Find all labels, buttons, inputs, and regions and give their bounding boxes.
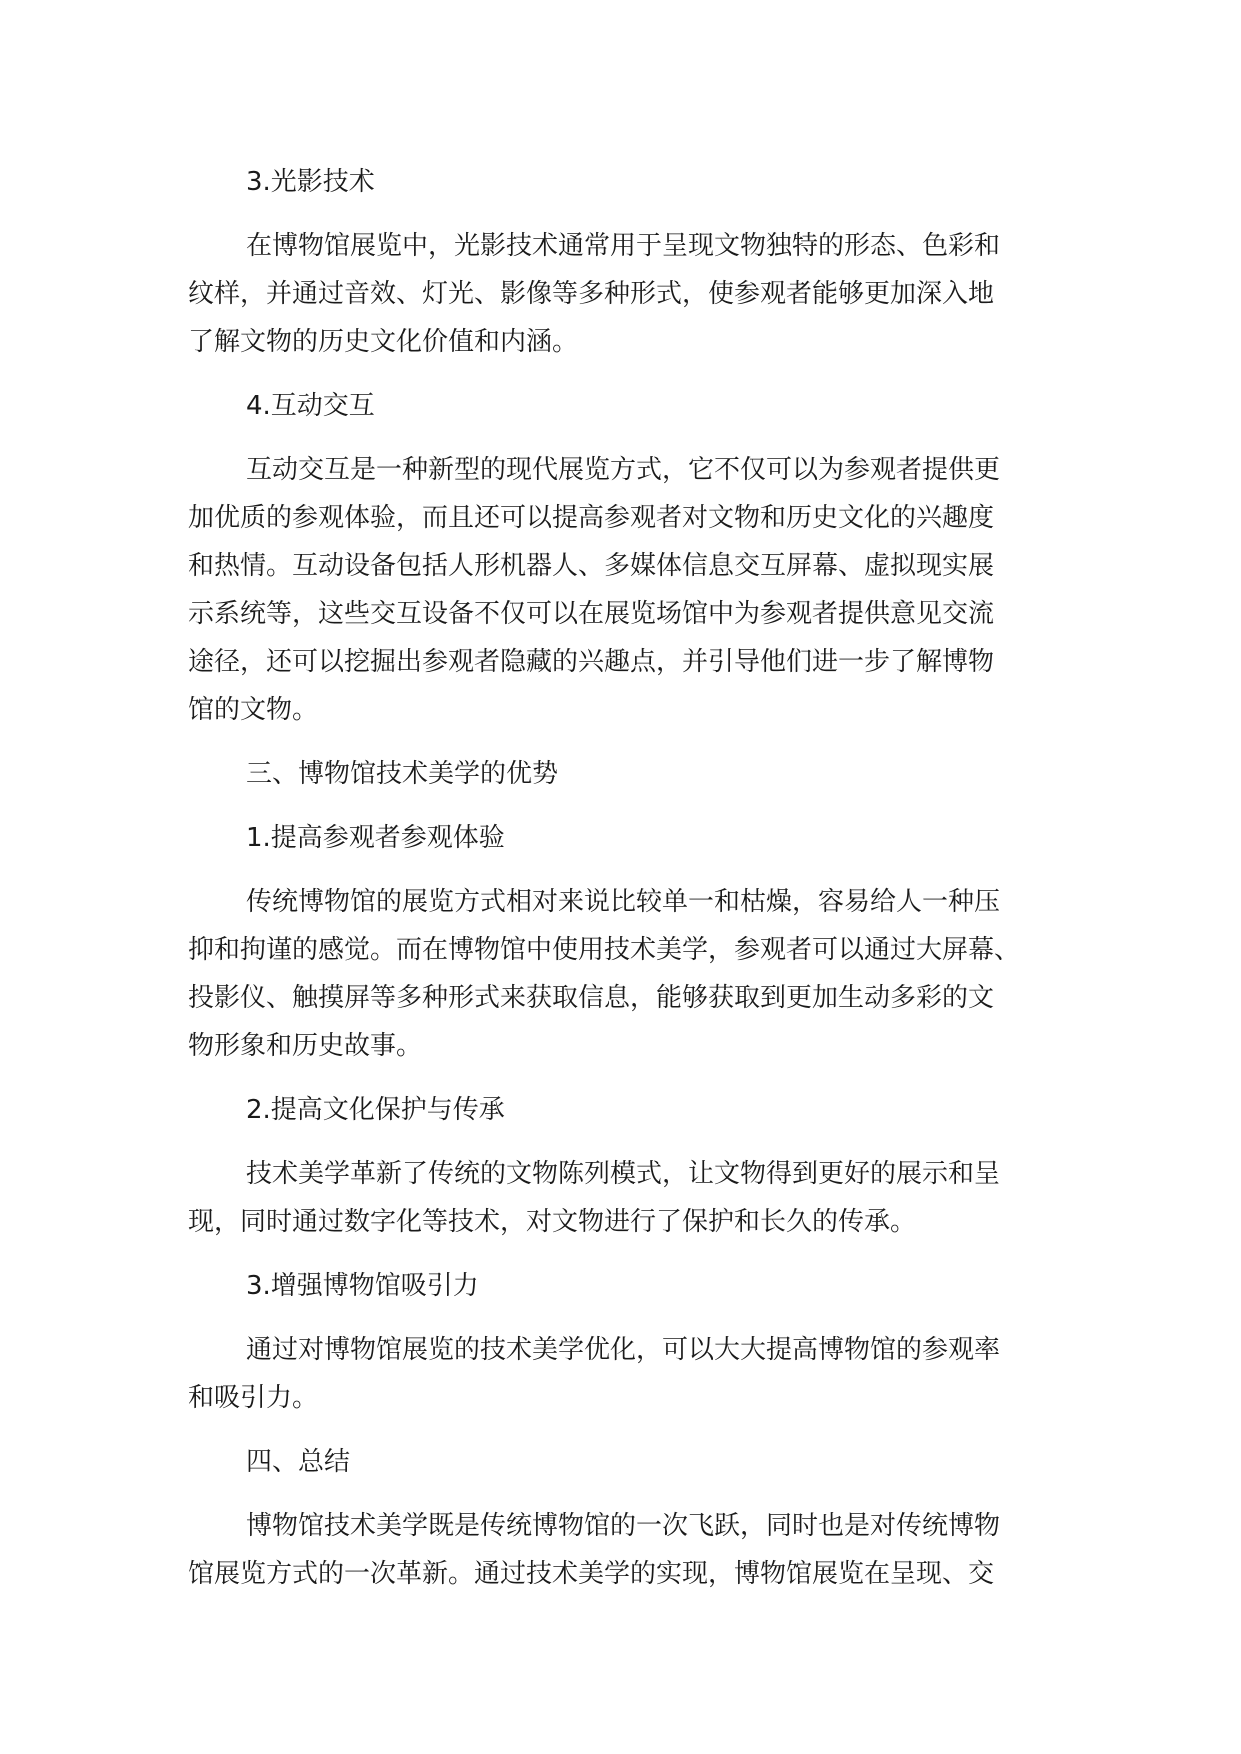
paragraph-line: 纹样，并通过音效、灯光、影像等多种形式，使参观者能够更加深入地 bbox=[188, 279, 995, 309]
paragraph bbox=[188, 222, 1060, 366]
paragraph-line: 传统博物馆的展览方式相对来说比较单一和枯燥，容易给人一种压 bbox=[246, 887, 1001, 917]
paragraph-line: 和热情。互动设备包括人形机器人、多媒体信息交互屏幕、虚拟现实展 bbox=[188, 551, 995, 581]
paragraph bbox=[188, 878, 1060, 1070]
paragraph bbox=[188, 1150, 1060, 1246]
section-heading: 2.提高文化保护与传承 bbox=[246, 1095, 505, 1125]
paragraph-line: 途径，还可以挖掘出参观者隐藏的兴趣点，并引导他们进一步了解博物 bbox=[188, 647, 995, 677]
section-heading: 1.提高参观者参观体验 bbox=[246, 823, 505, 853]
paragraph-line: 了解文物的历史文化价值和内涵。 bbox=[188, 327, 579, 357]
paragraph-line: 博物馆技术美学既是传统博物馆的一次飞跃，同时也是对传统博物 bbox=[246, 1511, 1001, 1541]
section-heading: 4.互动交互 bbox=[246, 391, 375, 421]
section-heading: 3.光影技术 bbox=[246, 167, 375, 197]
section-heading: 3.增强博物馆吸引力 bbox=[246, 1271, 479, 1301]
paragraph-line: 通过对博物馆展览的技术美学优化，可以大大提高博物馆的参观率 bbox=[246, 1335, 1001, 1365]
paragraph-line: 抑和拘谨的感觉。而在博物馆中使用技术美学，参观者可以通过大屏幕、 bbox=[188, 935, 1021, 965]
paragraph-line: 和吸引力。 bbox=[188, 1383, 319, 1413]
paragraph-line: 在博物馆展览中，光影技术通常用于呈现文物独特的形态、色彩和 bbox=[246, 231, 1001, 261]
paragraph-line: 互动交互是一种新型的现代展览方式，它不仅可以为参观者提供更 bbox=[246, 455, 1001, 485]
paragraph-line: 馆展览方式的一次革新。通过技术美学的实现，博物馆展览在呈现、交 bbox=[188, 1559, 995, 1589]
paragraph-line: 投影仪、触摸屏等多种形式来获取信息，能够获取到更加生动多彩的文 bbox=[188, 983, 995, 1013]
paragraph-line: 现，同时通过数字化等技术，对文物进行了保护和长久的传承。 bbox=[188, 1207, 917, 1237]
section-heading: 四、总结 bbox=[246, 1447, 351, 1477]
paragraph bbox=[188, 1326, 1060, 1422]
paragraph-line: 示系统等，这些交互设备不仅可以在展览场馆中为参观者提供意见交流 bbox=[188, 599, 995, 629]
paragraph bbox=[188, 1502, 1060, 1598]
paragraph-line: 技术美学革新了传统的文物陈列模式，让文物得到更好的展示和呈 bbox=[246, 1159, 1001, 1189]
paragraph-line: 馆的文物。 bbox=[188, 695, 319, 725]
paragraph bbox=[188, 446, 1060, 734]
paragraph-line: 加优质的参观体验，而且还可以提高参观者对文物和历史文化的兴趣度 bbox=[188, 503, 995, 533]
section-heading: 三、博物馆技术美学的优势 bbox=[246, 759, 559, 789]
paragraph-line: 物形象和历史故事。 bbox=[188, 1031, 423, 1061]
document-body bbox=[188, 158, 1060, 1614]
